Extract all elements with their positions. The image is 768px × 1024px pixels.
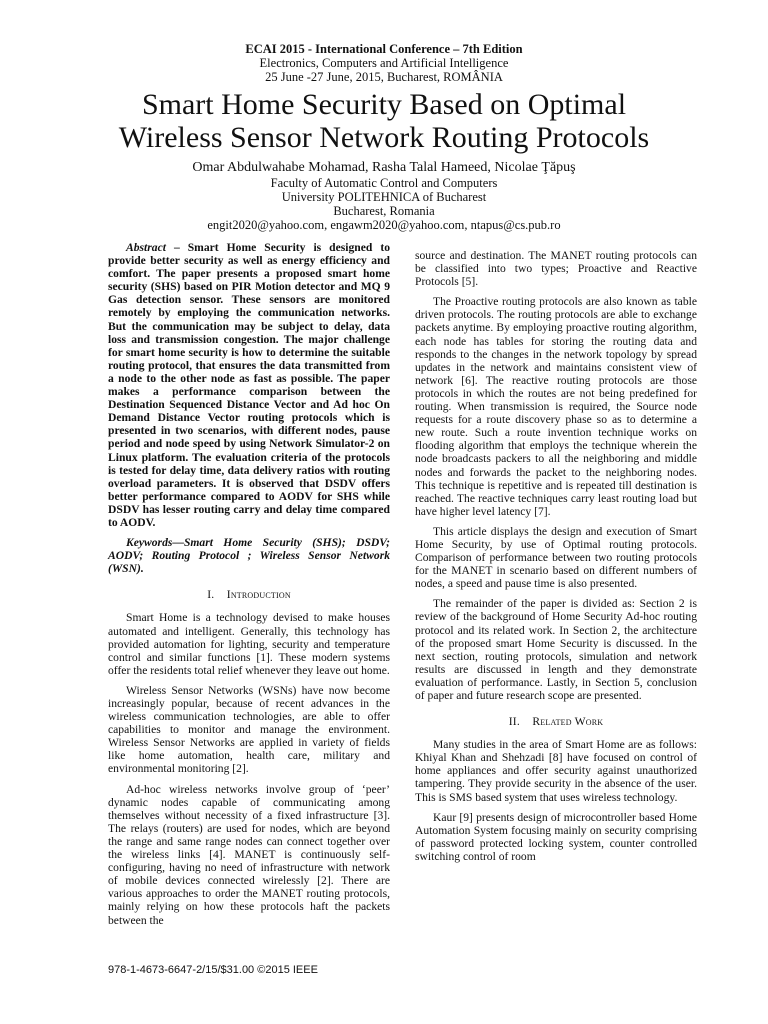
abstract-text: – Smart Home Security is designed to provide better security as well as energy efficiency and comfort. The paper presents a proposed smart home security (SHS) based on PIR Motion detector and MQ 9 Gas detection sensor. These sensors are monitored remotely by employing the communication networks. But the communication may be subject to delay, data loss and transmission congestion. The major challenge for smart home security is how to determine the suitable routing protocol, that ensures the data transmitted from a node to the other node as fast as possible. The paper makes a performance comparison between the Destination Sequenced Distance Vector and Ad hoc On Demand Distance Vector routing protocols which is presented in two scenarios, with different nodes, pause period and node speed by using Network Simulator-2 on Linux platform. The evaluation criteria of the protocols is tested for delay time, data delivery ratios with routing overload parameters. It is observed that DSDV offers better performance compared to AODV for SHS while DSDV has lesser routing carry and delay time compared to AODV.	[108, 241, 390, 529]
paragraph: The Proactive routing protocols are also known as table driven protocols. The routing protocols are able to exchange packets anytime. By employing proactive routing algorithm, each node has tables for storing the routing data and responds to the changes in the network topology by spread updates in the network and maintains consistent view of network [6]. The reactive routing protocols are those protocols in which the routes are not being predefined for routing. When transmission is required, the Source node requests for a route discovery phase so as to determine a new route. Such a route invention technique works on flooding algorithm that employs the technique wherein the node broadcasts packers to all the neighboring and middle nodes and forwards the packet to the neighboring nodes. This technique is repetitive and is repeated till destination is reached. The reactive techniques carry least routing load but have higher level latency [7].	[415, 295, 697, 518]
title-line-1: Smart Home Security Based on Optimal	[141, 88, 627, 121]
paragraph: The remainder of the paper is divided as: Section 2 is review of the background of Home Security Ad-hoc routing protocol and its related work. In Section 2, the architecture of the proposed smart Home Security is discussed. In the next section, routing protocols, simulation and network results are discussed in length and they demonstrate evaluation of performance. Lastly, in Section 5, conclusion of paper and future research scope are presented.	[415, 597, 697, 702]
authors: Omar Abdulwahabe Mohamad, Rasha Talal Hameed, Nicolae Ţăpuş	[192, 160, 576, 175]
paragraph: Many studies in the area of Smart Home are as follows: Khiyal Khan and Shehzadi [8] have focused on control of home appliances and offer security against unauthorized tampering. They provide security in the absence of the user. This is SMS based system that uses wireless technology.	[415, 738, 697, 804]
section-number: II.	[508, 715, 520, 729]
section-heading-introduction	[108, 588, 390, 601]
paragraph: Smart Home is a technology devised to make houses automated and intelligent. Generally, this technology has provided automation for lighting, security and temperature control and similar functions [1]. These modern systems offer the residents total relief whenever they leave out home.	[108, 611, 390, 677]
abstract-label: Abstract	[126, 241, 166, 254]
section-number: I.	[207, 588, 215, 602]
paragraph: source and destination. The MANET routing protocols can be classified into two types; Proactive and Reactive Protocols [5].	[415, 249, 697, 289]
right-column	[415, 249, 697, 870]
paper-header	[0, 42, 768, 232]
left-column	[108, 241, 390, 934]
paragraph: Wireless Sensor Networks (WSNs) have now become increasingly popular, because of recent advances in the wireless communication technologies, are able to offer capabilities to monitor and manage the environment. Wireless Sensor Networks are applied in variety of fields like home automation, health care, military and environmental monitoring [2].	[108, 683, 390, 776]
copyright-footer: 978-1-4673-6647-2/15/$31.00 ©2015 IEEE	[108, 964, 318, 976]
section-title: Related Work	[532, 715, 604, 729]
author-emails: engit2020@yahoo.com, engawm2020@yahoo.com, ntapus@cs.pub.ro	[207, 218, 561, 232]
conference-date: 25 June -27 June, 2015, Bucharest, ROMÂNIA	[265, 70, 503, 84]
conference-subtitle: Electronics, Computers and Artificial Intelligence	[259, 56, 509, 70]
section-heading-related-work	[415, 715, 697, 728]
keywords: Keywords—Smart Home Security (SHS); DSDV; AODV; Routing Protocol ; Wireless Sensor Network (WSN).	[108, 536, 390, 576]
abstract	[108, 241, 390, 529]
conference-name: ECAI 2015 - International Conference – 7th Edition	[245, 42, 523, 56]
affiliation-faculty: Faculty of Automatic Control and Computers	[270, 176, 498, 190]
affiliation-city: Bucharest, Romania	[333, 204, 435, 218]
affiliation-university: University POLITEHNICA of Bucharest	[281, 190, 487, 204]
paragraph: Ad-hoc wireless networks involve group of ‘peer’ dynamic nodes capable of communicating among themselves without necessity of a fixed infrastructure [3]. The relays (routers) are used for nodes, which are beyond the range and same range nodes can connect together over the wireless links [4]. MANET is continuously self-configuring, having no need of infrastructure with network of mobile devices connected wirelessly [2]. There are various approaches to order the MANET routing protocols, mainly relying on how these protocols haft the packets between the	[108, 782, 390, 927]
section-title: Introduction	[226, 588, 291, 602]
paragraph: This article displays the design and execution of Smart Home Security, by use of Optimal routing protocols. Comparison of performance between two routing protocols for the MANET in scenario based on different numbers of nodes, a speed and pause time is also presented.	[415, 524, 697, 591]
title-line-2: Wireless Sensor Network Routing Protocols	[118, 121, 650, 154]
paper-title	[0, 88, 768, 154]
paragraph: Kaur [9] presents design of microcontroller based Home Automation System focusing mainly on security comprising of password protected locking system, counter controlled switching control of room	[415, 810, 697, 863]
